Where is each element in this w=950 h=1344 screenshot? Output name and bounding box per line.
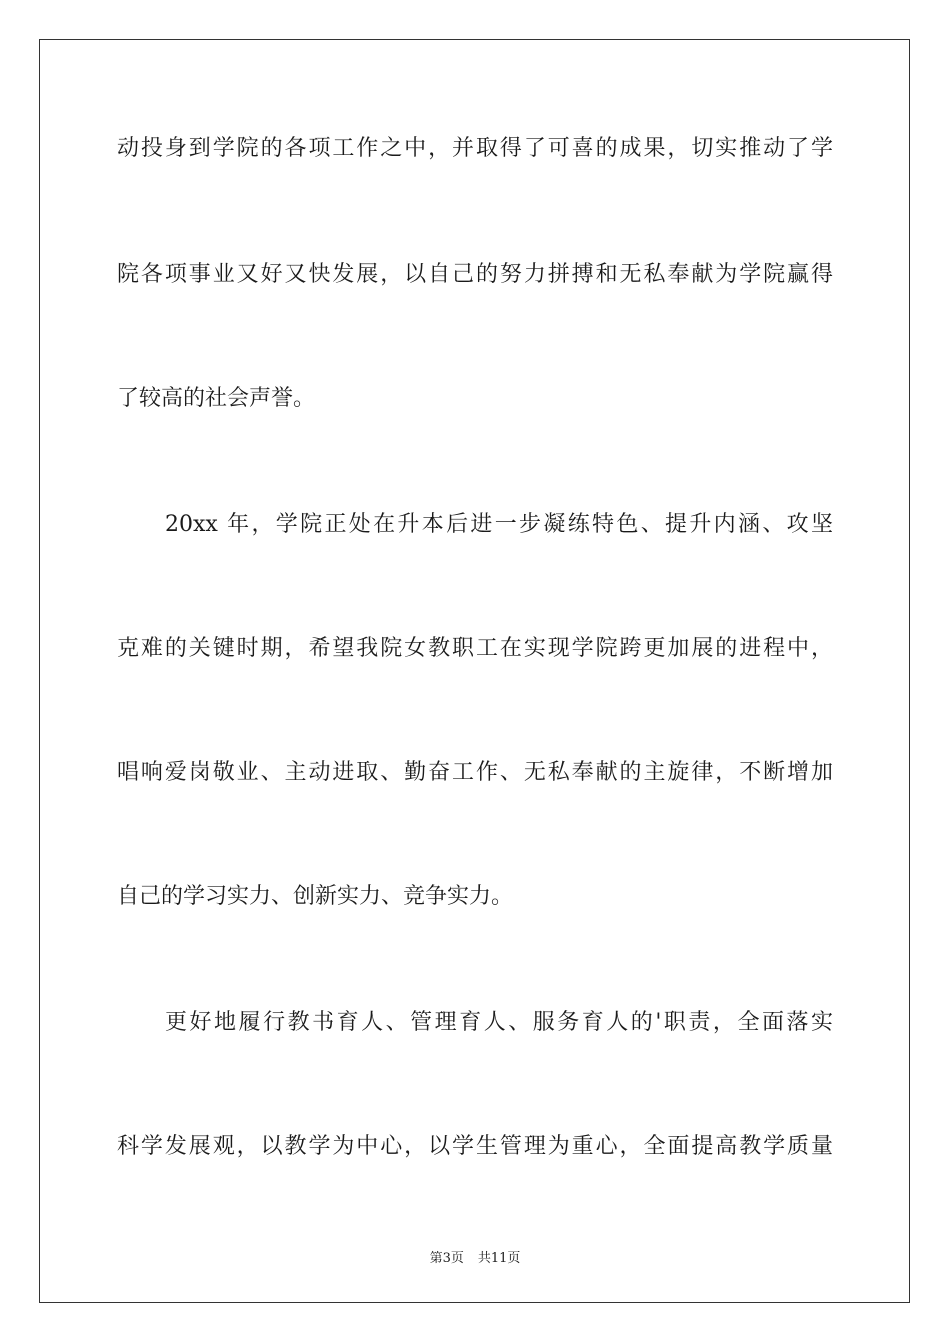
paragraph-line: 动投身到学院的各项工作之中，并取得了可喜的成果，切实推动了学 bbox=[117, 136, 833, 161]
page-total: 共11页 bbox=[477, 1251, 521, 1266]
page-frame bbox=[39, 39, 910, 1303]
page-footer bbox=[0, 1247, 950, 1266]
paragraph-line: 了较高的社会声誉。 bbox=[117, 386, 316, 411]
paragraph-line: 唱响爱岗敬业、主动进取、勤奋工作、无私奉献的主旋律，不断增加 bbox=[117, 760, 833, 785]
paragraph-line: 自己的学习实力、创新实力、竞争实力。 bbox=[117, 884, 514, 909]
paragraph-line: 科学发展观，以教学为中心，以学生管理为重心，全面提高教学质量 bbox=[117, 1134, 833, 1159]
paragraph-line: 院各项事业又好又快发展，以自己的努力拼搏和无私奉献为学院赢得 bbox=[117, 262, 833, 287]
paragraph-line: 克难的关键时期，希望我院女教职工在实现学院跨更加展的进程中， bbox=[117, 636, 833, 661]
paragraph-line: 更好地履行教书育人、管理育人、服务育人的'职责，全面落实 bbox=[165, 1010, 833, 1035]
paragraph-line: 20xx 年，学院正处在升本后进一步凝练特色、提升内涵、攻坚 bbox=[165, 512, 833, 537]
page-number: 第3页 bbox=[429, 1251, 464, 1266]
